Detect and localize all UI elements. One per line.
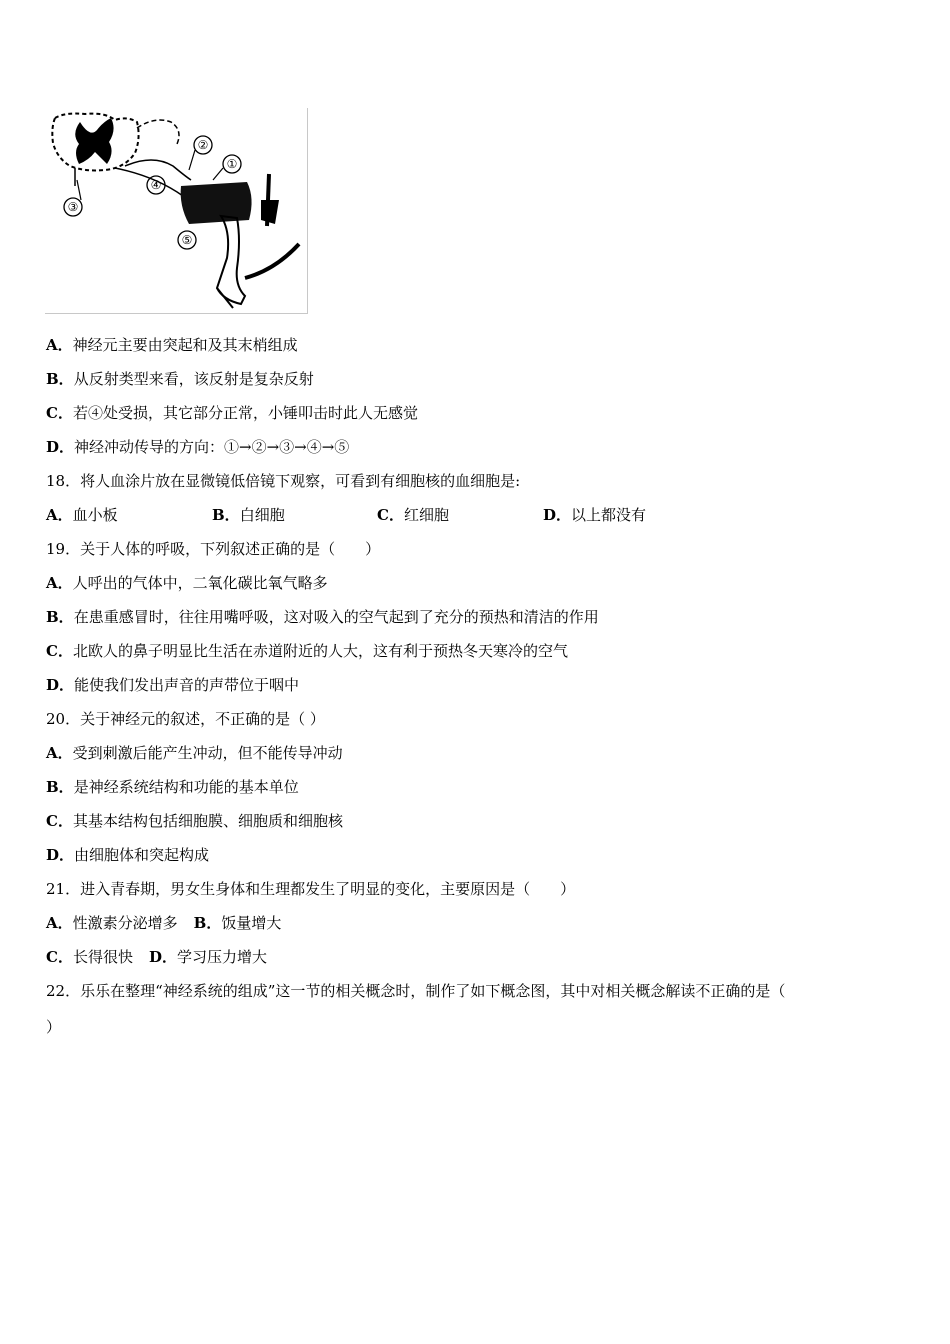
- option-letter: C．: [377, 506, 404, 524]
- option-letter: C．: [46, 642, 73, 660]
- q19-option-c[interactable]: [46, 641, 568, 661]
- option-text: 白细胞: [239, 506, 285, 524]
- option-text: 是神经系统结构和功能的基本单位: [73, 778, 299, 796]
- label-2: ②: [197, 138, 209, 152]
- option-letter: B．: [212, 506, 240, 524]
- q21-option-d[interactable]: [149, 948, 267, 966]
- option-letter: D．: [543, 506, 572, 524]
- q19-option-d[interactable]: [46, 675, 299, 695]
- q17-option-d[interactable]: [46, 437, 349, 457]
- label-4: ④: [150, 178, 162, 192]
- q21-option-a[interactable]: [46, 914, 178, 932]
- q22-stem-line-1: 22．乐乐在整理“神经系统的组成”这一节的相关概念时，制作了如下概念图，其中对相关概念解读不正确的是（: [46, 982, 786, 1000]
- option-text: 北欧人的鼻子明显比生活在赤道附近的人大，这有利于预热冬天寒冷的空气: [72, 642, 568, 660]
- q17-option-c[interactable]: [46, 403, 418, 423]
- reflex-arc-drawing: [45, 108, 307, 313]
- q20-option-d[interactable]: [46, 845, 209, 865]
- option-text: 血小板: [72, 506, 118, 524]
- q20-option-a[interactable]: [46, 743, 343, 763]
- label-1: ①: [226, 157, 238, 171]
- option-text: 受到刺激后能产生冲动，但不能传导冲动: [72, 744, 343, 762]
- option-text: 以上都没有: [571, 506, 647, 524]
- option-text: 人呼出的气体中，二氧化碳比氧气略多: [72, 574, 328, 592]
- option-letter: B．: [193, 914, 222, 932]
- option-text: 其基本结构包括细胞膜、细胞质和细胞核: [72, 812, 343, 830]
- q21-option-c[interactable]: [46, 948, 133, 966]
- q19-option-b[interactable]: [46, 607, 599, 627]
- option-letter: D．: [46, 676, 75, 694]
- option-letter: C．: [46, 812, 73, 830]
- q18-option-a[interactable]: [46, 505, 118, 525]
- option-letter: A．: [46, 506, 73, 524]
- q21-options-row-1: [46, 913, 281, 933]
- q21-stem: 21．进入青春期，男女生身体和生理都发生了明显的变化，主要原因是（ ）: [46, 880, 576, 898]
- label-5: ⑤: [181, 233, 193, 247]
- q17-option-a[interactable]: [46, 335, 298, 355]
- option-letter: D．: [46, 438, 75, 456]
- option-letter: C．: [46, 948, 73, 966]
- q18-option-c[interactable]: [377, 505, 449, 525]
- q19-option-a[interactable]: [46, 573, 328, 593]
- option-letter: B．: [46, 370, 74, 388]
- q18-stem: 18．将人血涂片放在显微镜低倍镜下观察，可看到有细胞核的血细胞是:: [46, 472, 521, 490]
- option-text: 从反射类型来看，该反射是复杂反射: [73, 370, 314, 388]
- option-text: 神经元主要由突起和及其末梢组成: [72, 336, 298, 354]
- option-text: 饭量增大: [221, 914, 282, 932]
- option-letter: A．: [46, 574, 73, 592]
- option-text: 神经冲动传导的方向：①→②→③→④→⑤: [74, 438, 350, 456]
- q18-option-b[interactable]: [212, 505, 285, 525]
- option-text: 学习压力增大: [176, 948, 267, 966]
- q20-option-b[interactable]: [46, 777, 299, 797]
- label-3: ③: [67, 200, 79, 214]
- option-letter: C．: [46, 404, 73, 422]
- option-letter: A．: [46, 744, 73, 762]
- q21-option-b[interactable]: [194, 914, 282, 932]
- q20-option-c[interactable]: [46, 811, 343, 831]
- q21-options-row-2: [46, 947, 267, 967]
- option-text: 红细胞: [403, 506, 449, 524]
- option-letter: B．: [46, 778, 74, 796]
- q20-stem: 20．关于神经元的叙述，不正确的是（ ）: [46, 710, 325, 728]
- option-text: 能使我们发出声音的声带位于咽中: [74, 676, 300, 694]
- q18-option-d[interactable]: [543, 505, 646, 525]
- option-letter: A．: [46, 914, 73, 932]
- option-text: 性激素分泌增多: [72, 914, 178, 932]
- q17-option-b[interactable]: [46, 369, 314, 389]
- option-text: 长得很快: [72, 948, 133, 966]
- q19-stem: 19．关于人体的呼吸，下列叙述正确的是（ ）: [46, 540, 381, 558]
- option-letter: D．: [46, 846, 75, 864]
- reflex-arc-figure: [45, 108, 308, 314]
- option-text: 在患重感冒时，往往用嘴呼吸，这对吸入的空气起到了充分的预热和清洁的作用: [73, 608, 599, 626]
- q22-stem-line-2: ）: [46, 1018, 62, 1036]
- option-text: 若④处受损，其它部分正常，小锤叩击时此人无感觉: [72, 404, 418, 422]
- option-text: 由细胞体和突起构成: [74, 846, 210, 864]
- option-letter: A．: [46, 336, 73, 354]
- option-letter: D．: [148, 948, 177, 966]
- option-letter: B．: [46, 608, 74, 626]
